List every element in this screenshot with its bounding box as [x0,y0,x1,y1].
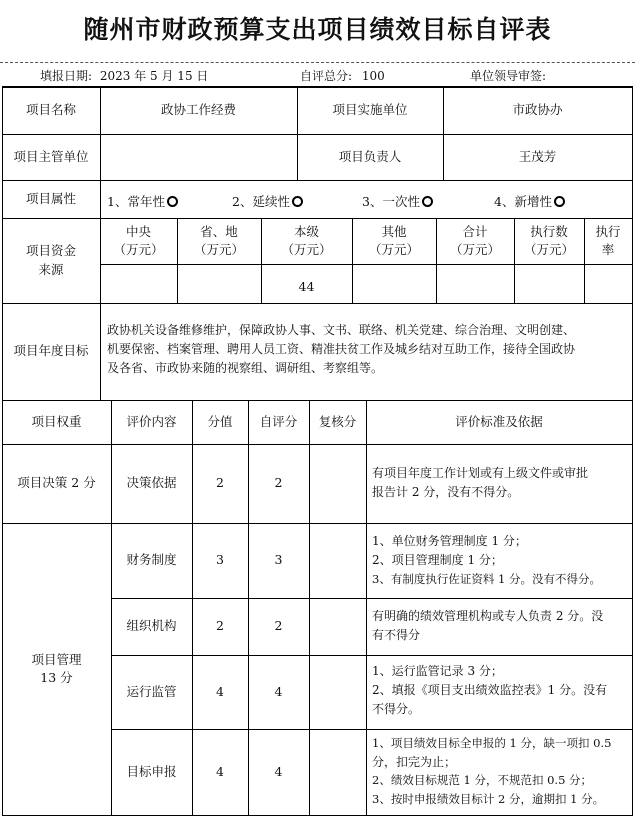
group-management-line1: 项目管理 [31,651,82,667]
table-row-criteria [372,662,632,719]
attr-option-label: 3、一次性 [362,194,420,209]
table-row-score: 4 [216,763,224,779]
criteria-line: 2、绩效目标规范 1 分，不规范扣 0.5 分； [372,773,593,787]
header-line2: （万元） [193,242,244,257]
criteria-line: 1、项目绩效目标全申报的 1 分，缺一项扣 0.5 [372,736,612,750]
table-row-content: 决策依据 [126,475,177,491]
funding-header-province [177,218,261,264]
criteria-line: 1、运行监管记录 3 分； [372,664,503,678]
header-line2: （万元） [368,242,419,257]
table-row-content: 组织机构 [126,618,177,634]
group-management-line2: 13 分 [40,670,73,685]
table-row-score: 3 [216,552,224,568]
funding-value-other [352,264,436,303]
header-line2: （万元） [281,242,332,257]
header-line1: 合计 [462,223,488,239]
person-value: 王茂芳 [518,148,557,164]
attr-label: 项目属性 [25,190,76,206]
table-row-review-score [309,523,366,598]
group-management [2,523,111,815]
funding-header-central [100,218,177,264]
funding-value-local: 44 [298,279,315,295]
table-row-score: 2 [216,618,224,634]
fill-date [40,67,208,84]
self-score-value: 100 [361,69,385,83]
table-row-criteria [372,607,632,645]
supervisor-value [100,134,297,180]
radio-icon[interactable] [422,196,433,207]
criteria-line: 1、单位财务管理制度 1 分； [372,534,527,548]
header-line1: 省、地 [200,223,238,239]
criteria-line: 有明确的绩效管理机构或专人负责 2 分。没 [372,609,604,623]
criteria-line: 3、有制度执行佐证资料 1 分。没有不得分。 [372,572,601,586]
project-name-label: 项目名称 [25,101,76,117]
table-row-self-score: 4 [274,683,283,699]
table-row-self-score: 3 [274,552,283,568]
header-line2: （万元） [113,242,164,257]
table-row-review-score [309,598,366,655]
table-row-review-score [309,655,366,729]
table-row-score: 2 [216,475,224,491]
funding-label-line2: 来源 [38,261,64,277]
funding-header-executed [514,218,584,264]
funding-label [2,218,100,303]
header-criteria: 评价标准及依据 [455,413,543,429]
table-row-review-score [309,444,366,523]
page-title: 随州市财政预算支出项目绩效目标自评表 [83,15,552,44]
funding-value-province [177,264,261,303]
criteria-line: 报告计 2 分，没有不得分。 [372,485,520,499]
radio-icon[interactable] [167,196,178,207]
project-name-value: 政协工作经费 [160,101,236,117]
group-decision: 项目决策 2 分 [17,475,96,491]
leader-sign-label: 单位领导审签: [470,69,547,83]
funding-value-rate [584,264,632,303]
table-row-criteria [372,464,632,502]
table-row-self-score: 2 [274,475,283,491]
table-row-criteria [372,532,632,589]
self-score [300,67,385,84]
criteria-line: 2、项目管理制度 1 分； [372,553,503,567]
impl-unit-value: 市政协办 [512,101,563,117]
attr-option-continuing[interactable] [232,192,303,210]
table-row-content: 运行监管 [126,683,177,699]
criteria-line: 不得分。 [372,702,421,716]
header-line2: （万元） [449,242,500,257]
criteria-line: 分，扣完为止； [372,754,457,769]
header-line1: 中央 [125,223,151,239]
header-line2: 率 [601,242,615,257]
attr-option-new[interactable] [494,192,565,210]
attr-option-label: 1、常年性 [107,194,165,209]
divider [0,62,635,63]
funding-header-rate [584,218,632,264]
criteria-line: 有不得分 [372,628,421,642]
header-line1: 其他 [381,223,407,239]
leader-sign [470,67,546,84]
header-score: 分值 [207,413,233,429]
header-line1: 本级 [293,223,319,239]
annual-goal-line: 及各省、市政协来随的视察组、调研组、考察组等。 [107,361,384,375]
header-line1: 执行数 [530,223,568,239]
table-row-score: 4 [216,683,224,699]
table-row-content: 财务制度 [126,552,177,568]
funding-value-central [100,264,177,303]
table-row-self-score: 4 [274,763,283,779]
radio-icon[interactable] [292,196,303,207]
table-row-review-score [309,729,366,815]
funding-header-local [261,218,352,264]
table-row-criteria [372,734,632,808]
person-label: 项目负责人 [338,148,402,164]
header-line2: （万元） [523,242,574,257]
impl-unit-label: 项目实施单位 [332,101,408,117]
fill-date-label: 填报日期: [40,69,93,83]
criteria-line: 3、按时申报绩效目标计 2 分，逾期扣 1 分。 [372,791,605,806]
annual-goal-label: 项目年度目标 [13,343,89,359]
annual-goal-text [107,321,631,378]
funding-label-line1: 项目资金 [25,243,76,259]
funding-value-total [436,264,514,303]
funding-value-executed [514,264,584,303]
criteria-line: 2、填报《项目支出绩效监控表》1 分。没有 [372,683,608,697]
header-content: 评价内容 [126,413,177,429]
funding-header-total [436,218,514,264]
header-weight: 项目权重 [31,413,82,429]
header-line1: 执行 [595,223,621,239]
attr-option-regular[interactable] [107,192,178,210]
attr-option-onetime[interactable] [362,192,433,210]
supervisor-label: 项目主管单位 [13,148,89,164]
fill-date-value: 2023 年 5 月 15 日 [99,69,209,83]
criteria-line: 有项目年度工作计划或有上级文件或审批 [372,466,589,480]
table-border-right [632,86,633,816]
annual-goal-line: 机要保密、档案管理、聘用人员工资、精准扶贫工作及城乡结对互助工作，接待全国政协 [107,342,576,356]
funding-header-other [352,218,436,264]
attr-option-label: 2、延续性 [232,194,290,209]
annual-goal-line: 政协机关设备维修维护，保障政协人事、文书、联络、机关党建、综合治理、文明创建、 [107,323,576,337]
col-divider [366,400,367,816]
row-divider [2,815,633,816]
table-row-self-score: 2 [274,618,283,634]
attr-option-label: 4、新增性 [494,194,552,209]
self-score-label: 自评总分: [300,69,353,83]
header-review-score: 复核分 [318,413,357,429]
table-row-content: 目标申报 [126,763,177,779]
header-self-score: 自评分 [259,413,298,429]
radio-icon[interactable] [554,196,565,207]
